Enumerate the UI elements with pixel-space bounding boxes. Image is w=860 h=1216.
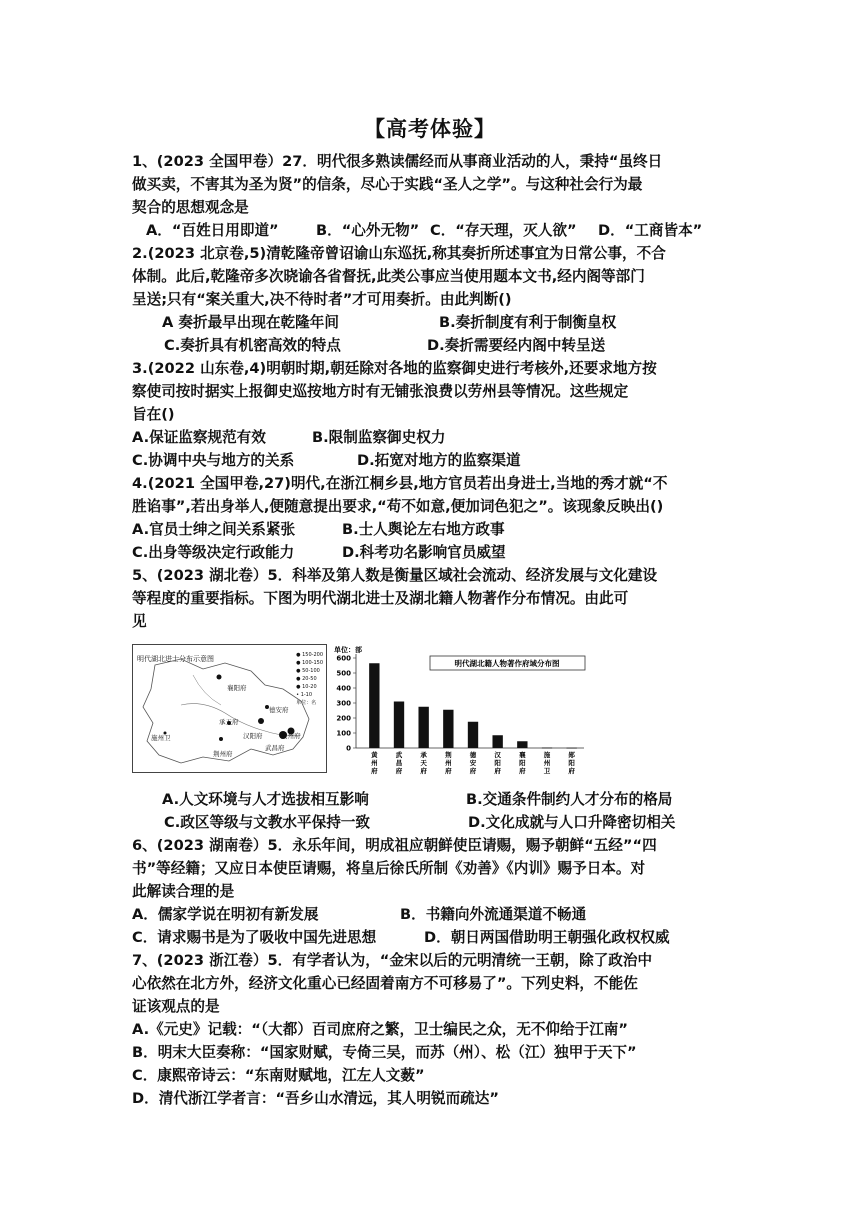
question-stem-line: 7、(2023 浙江卷）5．有学者认为，“金宋以后的元明清统一王朝，除了政治中 <box>132 952 653 969</box>
option-row <box>132 926 740 949</box>
option-a: A 奏折最早出现在乾隆年间 <box>162 314 339 331</box>
x-tick-label: 府 <box>371 767 378 775</box>
x-tick-label: 德 <box>469 751 477 759</box>
map-legend-item: ● 150-200 <box>296 652 323 658</box>
map-legend-item: • 1-10 <box>296 692 313 698</box>
option-b: B.奏折制度有利于制衡皇权 <box>439 314 617 331</box>
question-1 <box>132 150 740 242</box>
x-tick-label: 府 <box>494 767 501 775</box>
option-c: C．“存天理，灭人欲” <box>430 222 577 239</box>
x-tick-label: 府 <box>519 767 526 775</box>
map-city-label: 武昌府 <box>265 744 285 752</box>
bar <box>418 707 428 748</box>
hubei-jinshi-map <box>132 644 327 773</box>
x-tick-label: 荆 <box>445 751 452 759</box>
option-a: A.人文环境与人才选拔相互影响 <box>162 791 369 808</box>
map-city-label: 汉阳府 <box>243 732 263 740</box>
x-tick-label: 安 <box>469 759 477 767</box>
option-c: C.奏折具有机密高效的特点 <box>164 337 341 354</box>
question-stem-line: 体制。此后,乾隆帝多次晓谕各省督抚,此类公事应当使用题本文书,经内阁等部门 <box>132 268 645 285</box>
option-d: D.奏折需要经内阁中转呈送 <box>427 337 606 354</box>
option-b: B．明末大臣奏称：“国家财赋，专倚三吴，而苏（州）、松（江）独甲于天下” <box>132 1044 637 1061</box>
x-tick-label: 阳 <box>519 759 526 767</box>
option-row <box>132 541 740 564</box>
x-tick-label: 府 <box>568 767 575 775</box>
question-stem-line: 旨在() <box>132 406 175 423</box>
y-tick-label: 100 <box>336 729 351 738</box>
option-a: A．“百姓日用即道” <box>146 222 279 239</box>
chart-title: 明代湖北籍人物著作府域分布图 <box>454 659 560 668</box>
option-a: A.官员士绅之间关系紧张 <box>132 521 296 538</box>
map-city-label: 襄阳府 <box>227 684 247 692</box>
map-city-label: 施州卫 <box>151 734 171 742</box>
question-4 <box>132 472 740 564</box>
y-tick-label: 0 <box>346 744 351 753</box>
question-2 <box>132 242 740 357</box>
question-stem-line: 3.(2022 山东卷,4)明朝时期,朝廷除对各地的监察御史进行考核外,还要求地方按 <box>132 360 657 377</box>
x-tick-label: 昌 <box>395 759 403 767</box>
question-stem-line: 5、(2023 湖北卷）5．科举及第人数是衡量区域社会流动、经济发展与文化建设 <box>132 567 658 584</box>
map-city-label: 黄州府 <box>281 732 301 740</box>
map-dot <box>258 718 264 724</box>
option-d: D.科考功名影响官员威望 <box>342 544 506 561</box>
option-b: B.交通条件制约人才分布的格局 <box>466 791 673 808</box>
x-tick-label: 府 <box>469 767 477 775</box>
question-stem-line: 2.(2023 北京卷,5)清乾隆帝曾诏谕山东巡抚,称其奏折所述事宜为日常公事，不合 <box>132 245 666 262</box>
map-city-label: 承天府 <box>219 718 239 726</box>
map-city-label: 荆州府 <box>213 750 233 758</box>
question-5-figure <box>132 644 740 786</box>
option-c: C.出身等级决定行政能力 <box>132 544 295 561</box>
map-title: 明代湖北进士分布示意图 <box>137 655 214 663</box>
x-tick-label: 黄 <box>371 751 378 759</box>
map-legend-item: ● 100-150 <box>296 660 323 666</box>
option-row <box>132 219 740 242</box>
x-tick-label: 天 <box>420 759 427 767</box>
x-tick-label: 襄 <box>519 751 526 759</box>
x-tick-label: 卫 <box>543 767 551 775</box>
question-stem-line: 呈送;只有“案关重大,决不待时者”才可用奏折。由此判断() <box>132 291 512 308</box>
question-7 <box>132 949 740 1110</box>
option-d: D．“工商皆本” <box>598 222 703 239</box>
x-tick-label: 州 <box>445 759 452 767</box>
question-5 <box>132 564 740 834</box>
map-dot <box>219 737 223 741</box>
bar <box>369 663 379 748</box>
question-stem-line: 4.(2021 全国甲卷,27)明代,在浙江桐乡县,地方官员若出身进士,当地的秀才就“不 <box>132 475 668 492</box>
option-c: C．请求赐书是为了吸收中国先进思想 <box>132 929 377 946</box>
option-row <box>132 811 740 834</box>
question-stem-line: 见 <box>132 613 147 630</box>
x-tick-label: 汉 <box>494 751 501 759</box>
bar <box>566 748 576 749</box>
map-dot <box>217 675 222 680</box>
option-a: A.《元史》记载：“（大都）百司庶府之繁，卫士编民之众，无不仰给于江南” <box>132 1021 628 1038</box>
option-a: A.保证监察规范有效 <box>132 429 266 446</box>
option-c: C.协调中央与地方的关系 <box>132 452 295 469</box>
x-tick-label: 阳 <box>568 759 575 767</box>
option-row <box>132 449 740 472</box>
option-c: C.政区等级与文教水平保持一致 <box>164 814 370 831</box>
option-row <box>132 518 740 541</box>
bar <box>443 710 453 748</box>
y-tick-label: 400 <box>336 684 351 693</box>
y-tick-label: 500 <box>336 669 351 678</box>
map-legend-item: ● 10-20 <box>296 684 317 690</box>
option-c: C．康熙帝诗云：“东南财赋地，江左人文薮” <box>132 1067 425 1084</box>
option-b: B.士人舆论左右地方政事 <box>342 521 505 538</box>
chart-unit-label: 单位：部 <box>334 646 362 654</box>
x-tick-label: 施 <box>543 751 551 759</box>
x-tick-label: 郧 <box>568 751 575 759</box>
question-stem-line: 6、(2023 湖南卷）5．永乐年间，明成祖应朝鲜使臣请赐，赐予朝鲜“五经”“四 <box>132 837 657 854</box>
map-city-label: 德安府 <box>269 706 289 714</box>
x-tick-label: 承 <box>420 751 427 759</box>
y-tick-label: 600 <box>336 654 351 663</box>
works-bar-chart <box>332 644 592 786</box>
question-stem-line: 此解读合理的是 <box>132 883 235 900</box>
x-tick-label: 府 <box>395 767 403 775</box>
y-tick-label: 300 <box>336 699 351 708</box>
page-title: 【高考体验】 <box>364 117 496 141</box>
option-b: B．书籍向外流通渠道不畅通 <box>400 906 587 923</box>
x-tick-label: 州 <box>371 759 378 767</box>
option-row <box>132 788 740 811</box>
x-tick-label: 府 <box>445 767 452 775</box>
bar <box>542 748 552 749</box>
x-tick-label: 州 <box>543 759 551 767</box>
bar <box>492 735 502 748</box>
map-legend-item: ● 50-100 <box>296 668 320 674</box>
option-row <box>132 334 740 357</box>
question-stem-line: 1、(2023 全国甲卷）27．明代很多熟读儒经而从事商业活动的人，秉持“虽终日 <box>132 153 663 170</box>
option-d: D.文化成就与人口升降密切相关 <box>468 814 676 831</box>
question-stem-line: 胜谄事”,若出身举人,便随意提出要求,“苟不如意,便加词色犯之”。该现象反映出() <box>132 498 664 515</box>
question-stem-line: 察使司按时据实上报御史巡按地方时有无铺张浪费以劳州县等情况。这些规定 <box>132 383 629 400</box>
question-stem-line: 契合的思想观念是 <box>132 199 249 216</box>
option-row <box>132 311 740 334</box>
bar <box>517 741 527 748</box>
question-stem-line: 心依然在北方外，经济文化重心已经固着南方不可移易了”。下列史料，不能佐 <box>132 975 638 992</box>
option-d: D.拓宽对地方的监察渠道 <box>357 452 521 469</box>
x-tick-label: 府 <box>420 767 427 775</box>
question-stem-line: 做买卖，不害其为圣为贤”的信条，尽心于实践“圣人之学”。与这种社会行为最 <box>132 176 643 193</box>
bar <box>394 702 404 749</box>
option-row <box>132 903 740 926</box>
question-stem-line: 书”等经籍；又应日本使臣请赐，将皇后徐氏所制《劝善》《内训》赐予日本。对 <box>132 860 646 877</box>
question-list <box>132 150 740 1110</box>
option-b: B．“心外无物” <box>316 222 420 239</box>
question-3 <box>132 357 740 472</box>
option-d: D．清代浙江学者言：“吾乡山水清远，其人明锐而疏达” <box>132 1090 499 1107</box>
question-6 <box>132 834 740 949</box>
bar <box>468 722 478 748</box>
x-tick-label: 阳 <box>494 759 501 767</box>
question-stem-line: 等程度的重要指标。下图为明代湖北进士及湖北籍人物著作分布情况。由此可 <box>132 590 629 607</box>
map-legend-item: 单位：名 <box>296 700 317 706</box>
y-tick-label: 200 <box>336 714 351 723</box>
map-legend-item: ● 20-50 <box>296 676 317 682</box>
option-b: B.限制监察御史权力 <box>312 429 446 446</box>
question-stem-line: 证该观点的是 <box>132 998 220 1015</box>
option-row <box>132 426 740 449</box>
x-tick-label: 武 <box>395 751 403 759</box>
bar-chart-svg <box>332 644 592 786</box>
option-a: A．儒家学说在明初有新发展 <box>132 906 319 923</box>
option-d: D．朝日两国借助明王朝强化政权权威 <box>424 929 670 946</box>
